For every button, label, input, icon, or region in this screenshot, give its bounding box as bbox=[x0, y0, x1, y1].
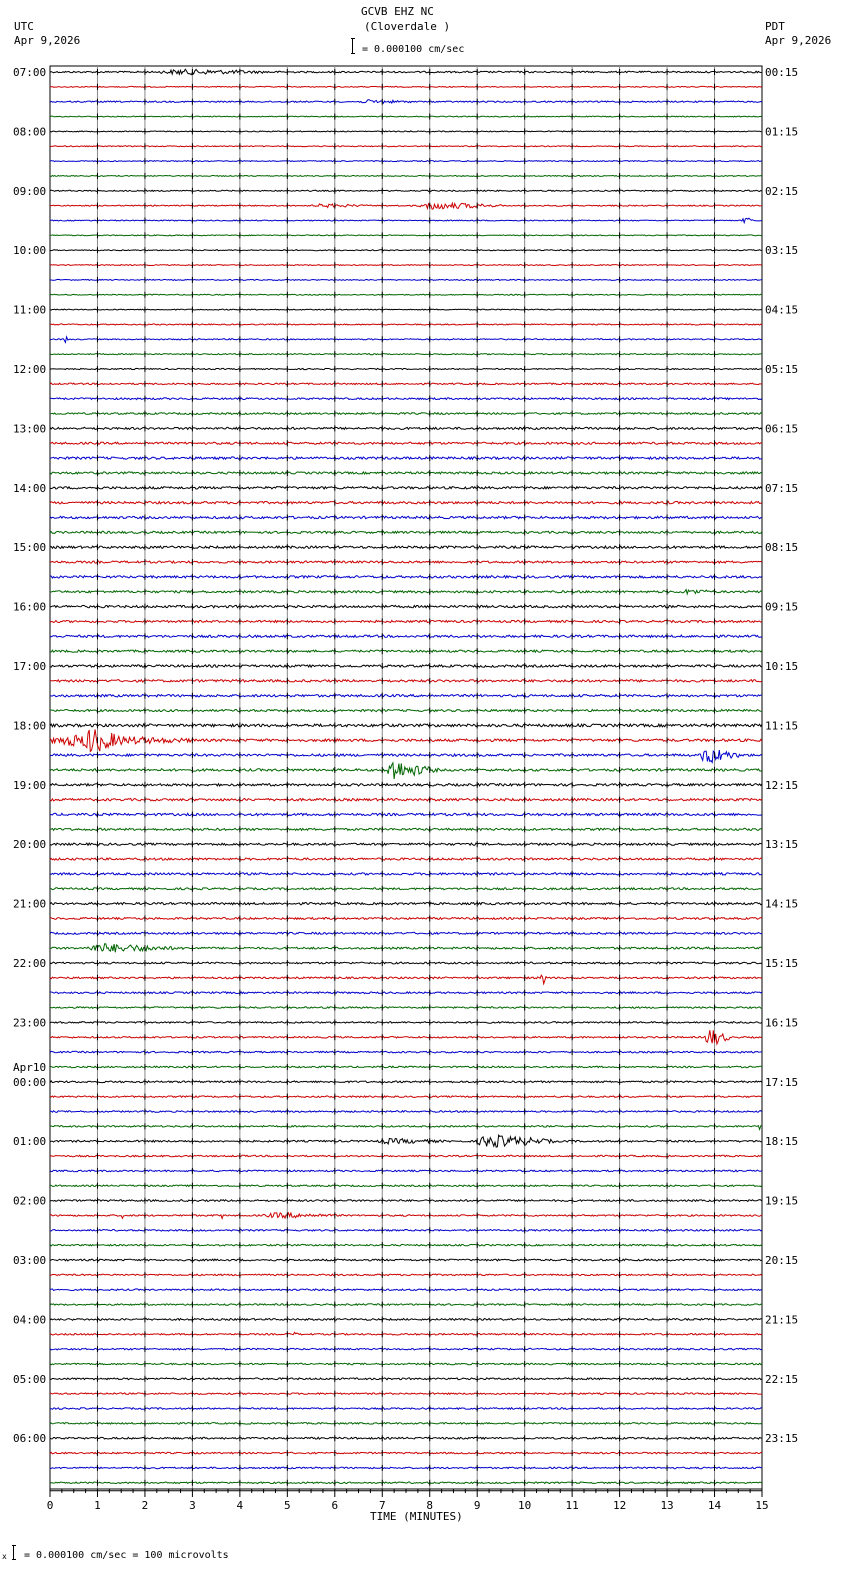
trace-line bbox=[50, 442, 762, 444]
trace-line bbox=[50, 1111, 762, 1113]
utc-hour-label: 06:00 bbox=[13, 1432, 47, 1446]
utc-hour-label: 00:00 bbox=[13, 1075, 47, 1089]
pdt-hour-label: 11:15 bbox=[765, 719, 799, 733]
x-tick-label: 13 bbox=[660, 1499, 674, 1512]
x-tick-label: 8 bbox=[426, 1499, 434, 1512]
utc-hour-label: 08:00 bbox=[13, 125, 47, 139]
footer-scale-label: = 0.000100 cm/sec = 100 microvolts bbox=[24, 1550, 229, 1561]
trace-line bbox=[50, 427, 762, 429]
trace-line bbox=[50, 1125, 762, 1129]
trace-line bbox=[50, 1332, 762, 1335]
trace-line bbox=[50, 472, 762, 474]
trace-line bbox=[50, 650, 762, 652]
utc-hour-label: 12:00 bbox=[13, 363, 47, 376]
footer-scale-prefix: x bbox=[2, 1552, 7, 1561]
trace-line bbox=[50, 813, 762, 815]
trace-line bbox=[50, 992, 762, 994]
x-tick-label: 4 bbox=[236, 1499, 244, 1512]
trace-line bbox=[50, 680, 762, 682]
trace-line bbox=[50, 1408, 762, 1410]
pdt-hour-label: 18:15 bbox=[765, 1135, 799, 1149]
trace-line bbox=[50, 146, 762, 147]
utc-hour-label: 20:00 bbox=[13, 838, 47, 852]
utc-hour-label: 04:00 bbox=[13, 1313, 47, 1327]
trace-line bbox=[50, 265, 762, 266]
trace-line bbox=[50, 203, 762, 209]
pdt-hour-label: 23:15 bbox=[765, 1432, 799, 1446]
trace-line bbox=[50, 294, 762, 295]
trace-line bbox=[50, 1170, 762, 1172]
trace-line bbox=[50, 190, 762, 191]
pdt-hour-label: 09:15 bbox=[765, 600, 799, 614]
utc-hour-label: 05:00 bbox=[13, 1372, 47, 1386]
trace-line bbox=[50, 843, 762, 845]
trace-line bbox=[50, 1030, 762, 1044]
trace-line bbox=[50, 354, 762, 355]
right-timezone: PDT bbox=[765, 20, 785, 33]
utc-hour-label: 01:00 bbox=[13, 1135, 47, 1149]
utc-hour-label: 10:00 bbox=[13, 244, 47, 258]
trace-line bbox=[50, 546, 762, 548]
trace-line bbox=[50, 695, 762, 697]
trace-line bbox=[50, 1007, 762, 1009]
trace-line bbox=[50, 69, 762, 75]
trace-line bbox=[50, 1452, 762, 1454]
trace-line bbox=[50, 161, 762, 162]
trace-line bbox=[50, 116, 762, 117]
utc-hour-label: 21:00 bbox=[13, 897, 47, 911]
trace-line bbox=[50, 324, 762, 325]
trace-line bbox=[50, 1213, 762, 1219]
trace-line bbox=[50, 531, 762, 533]
utc-hour-label: 07:00 bbox=[13, 66, 47, 79]
trace-line bbox=[50, 903, 762, 905]
pdt-hour-label: 21:15 bbox=[765, 1313, 799, 1327]
x-tick-label: 9 bbox=[473, 1499, 481, 1512]
trace-line bbox=[50, 1081, 762, 1083]
trace-line bbox=[50, 975, 762, 984]
x-tick-label: 7 bbox=[378, 1499, 386, 1512]
trace-line bbox=[50, 873, 762, 875]
trace-line bbox=[50, 932, 762, 934]
pdt-hour-label: 01:15 bbox=[765, 125, 799, 139]
trace-line bbox=[50, 1274, 762, 1276]
trace-line bbox=[50, 413, 762, 415]
trace-line bbox=[50, 383, 762, 385]
trace-line bbox=[50, 398, 762, 400]
trace-line bbox=[50, 250, 762, 251]
pdt-hour-label: 20:15 bbox=[765, 1254, 799, 1267]
station-title: GCVB EHZ NC bbox=[361, 5, 434, 18]
trace-line bbox=[50, 487, 762, 489]
x-tick-label: 12 bbox=[612, 1499, 627, 1512]
pdt-hour-label: 00:15 bbox=[765, 66, 799, 79]
pdt-hour-label: 08:15 bbox=[765, 541, 799, 555]
trace-line bbox=[50, 1393, 762, 1395]
utc-hour-label: 11:00 bbox=[13, 303, 47, 317]
trace-line bbox=[50, 457, 762, 459]
pdt-hour-label: 07:15 bbox=[765, 481, 799, 495]
trace-line bbox=[50, 368, 762, 369]
trace-line bbox=[50, 176, 762, 177]
trace-line bbox=[50, 944, 762, 953]
pdt-hour-label: 03:15 bbox=[765, 244, 799, 258]
trace-line bbox=[50, 724, 762, 727]
x-tick-label: 10 bbox=[518, 1499, 532, 1512]
trace-line bbox=[50, 1363, 762, 1365]
pdt-hour-label: 19:15 bbox=[765, 1194, 799, 1208]
trace-line bbox=[50, 1423, 762, 1425]
trace-line bbox=[50, 918, 762, 920]
x-tick-label: 11 bbox=[565, 1499, 579, 1512]
trace-line bbox=[50, 1437, 762, 1439]
utc-hour-label: 09:00 bbox=[13, 184, 47, 198]
right-date: Apr 9,2026 bbox=[765, 34, 832, 47]
trace-line bbox=[50, 516, 762, 518]
trace-line bbox=[50, 1230, 762, 1232]
trace-line bbox=[50, 1482, 762, 1484]
trace-line bbox=[50, 1467, 762, 1469]
utc-hour-label: 19:00 bbox=[13, 778, 47, 792]
scale-label: = 0.000100 cm/sec bbox=[362, 44, 465, 55]
trace-line bbox=[50, 1348, 762, 1350]
trace-line bbox=[50, 1259, 762, 1261]
trace-line bbox=[50, 710, 762, 712]
trace-line bbox=[50, 962, 762, 964]
trace-line bbox=[50, 1378, 762, 1380]
pdt-hour-label: 05:15 bbox=[765, 363, 799, 376]
x-tick-label: 5 bbox=[284, 1499, 291, 1512]
trace-line bbox=[50, 620, 762, 622]
trace-line bbox=[50, 235, 762, 236]
trace-line bbox=[50, 799, 762, 801]
utc-hour-label: 16:00 bbox=[13, 600, 47, 614]
utc-hour-label: 15:00 bbox=[13, 541, 47, 555]
pdt-hour-label: 06:15 bbox=[765, 422, 799, 436]
trace-line bbox=[50, 784, 762, 786]
trace-line bbox=[50, 1051, 762, 1053]
trace-line bbox=[50, 590, 762, 595]
trace-line bbox=[50, 665, 762, 667]
pdt-hour-label: 02:15 bbox=[765, 184, 799, 198]
trace-line bbox=[50, 279, 762, 280]
utc-hour-label: 18:00 bbox=[13, 719, 47, 733]
trace-line bbox=[50, 1096, 762, 1098]
trace-line bbox=[50, 605, 762, 607]
utc-hour-label: 02:00 bbox=[13, 1194, 47, 1208]
trace-line bbox=[50, 576, 762, 578]
trace-line bbox=[50, 100, 762, 103]
x-tick-label: 2 bbox=[141, 1499, 149, 1512]
trace-line bbox=[50, 750, 762, 762]
pdt-hour-label: 04:15 bbox=[765, 303, 799, 317]
pdt-hour-label: 17:15 bbox=[765, 1075, 799, 1089]
pdt-hour-label: 22:15 bbox=[765, 1372, 799, 1386]
utc-hour-label: 23:00 bbox=[13, 1016, 47, 1030]
utc-hour-label: 03:00 bbox=[13, 1254, 47, 1267]
pdt-hour-label: 16:15 bbox=[765, 1016, 799, 1030]
trace-line bbox=[50, 1022, 762, 1024]
utc-hour-label: 17:00 bbox=[13, 660, 47, 673]
trace-line bbox=[50, 131, 762, 132]
pdt-hour-label: 12:15 bbox=[765, 778, 799, 792]
x-tick-label: 0 bbox=[46, 1499, 54, 1512]
station-location: (Cloverdale ) bbox=[364, 20, 451, 33]
pdt-hour-label: 10:15 bbox=[765, 660, 799, 673]
trace-line bbox=[50, 1319, 762, 1321]
utc-hour-label: 14:00 bbox=[13, 481, 47, 495]
left-date: Apr 9,2026 bbox=[14, 34, 81, 47]
trace-line bbox=[50, 1244, 762, 1246]
trace-line bbox=[50, 1304, 762, 1306]
trace-line bbox=[50, 86, 762, 87]
trace-line bbox=[50, 858, 762, 860]
pdt-hour-label: 14:15 bbox=[765, 897, 799, 911]
x-tick-label: 15 bbox=[755, 1499, 769, 1512]
trace-line bbox=[50, 1200, 762, 1202]
x-tick-label: 3 bbox=[189, 1499, 196, 1512]
utc-hour-label: 22:00 bbox=[13, 957, 47, 970]
trace-line bbox=[50, 1066, 762, 1068]
footer-scale-bar-icon bbox=[12, 1545, 16, 1560]
date-change-label: Apr10 bbox=[13, 1060, 47, 1074]
trace-line bbox=[50, 502, 762, 504]
x-tick-label: 14 bbox=[707, 1499, 722, 1512]
trace-line bbox=[50, 729, 762, 751]
x-tick-label: 1 bbox=[94, 1499, 101, 1512]
trace-line bbox=[50, 828, 762, 830]
trace-line bbox=[50, 337, 762, 343]
trace-line bbox=[50, 1135, 762, 1147]
trace-line bbox=[50, 561, 762, 563]
trace-line bbox=[50, 218, 762, 222]
left-timezone: UTC bbox=[14, 20, 34, 33]
trace-line bbox=[50, 309, 762, 310]
trace-line bbox=[50, 888, 762, 890]
trace-line bbox=[50, 1155, 762, 1157]
trace-line bbox=[50, 1289, 762, 1291]
trace-line bbox=[50, 763, 762, 779]
x-tick-label: 6 bbox=[331, 1499, 339, 1512]
pdt-hour-label: 13:15 bbox=[765, 838, 799, 852]
trace-line bbox=[50, 635, 762, 637]
x-axis-title: TIME (MINUTES) bbox=[370, 1510, 463, 1523]
pdt-hour-label: 15:15 bbox=[765, 957, 799, 970]
trace-line bbox=[50, 1185, 762, 1187]
utc-hour-label: 13:00 bbox=[13, 422, 47, 436]
